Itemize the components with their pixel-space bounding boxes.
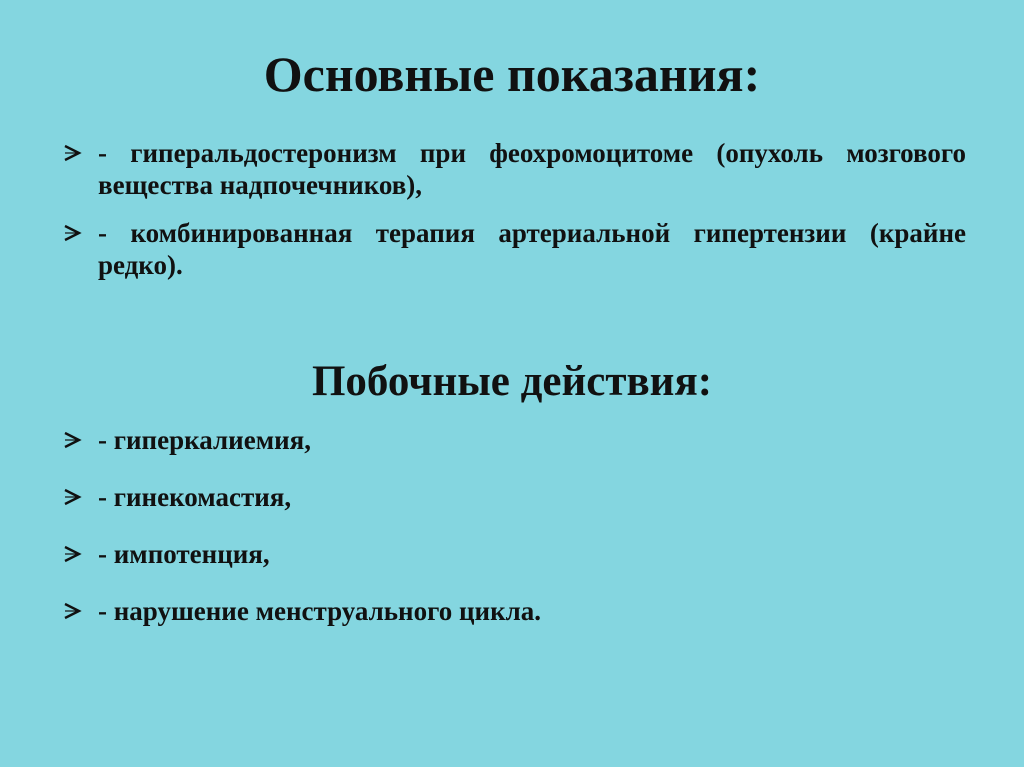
side-effects-list [62,424,966,652]
indication-text: - комбинированная терапия артериальной гипертензии (крайне редко). [98,218,966,280]
indications-title: Основные показания: [263,46,761,102]
list-item [62,137,966,201]
side-effect-text: - гиперкалиемия, [98,425,311,455]
list-item [62,424,966,456]
arrowhead-bullet-icon [62,144,82,162]
side-effect-text: - гинекомастия, [98,482,292,512]
side-effects-title: Побочные действия: [311,358,713,405]
indication-text: - гиперальдостеронизм при феохромоцитоме (опухоль мозгового вещества надпочечников), [98,138,966,200]
list-item [62,538,966,570]
list-item [62,595,966,627]
list-item [62,217,966,281]
arrowhead-bullet-icon [62,431,82,449]
arrowhead-bullet-icon [62,545,82,563]
arrowhead-bullet-icon [62,488,82,506]
side-effect-text: - импотенция, [98,539,270,569]
arrowhead-bullet-icon [62,602,82,620]
list-item [62,481,966,513]
side-effect-text: - нарушение менструального цикла. [98,596,542,626]
arrowhead-bullet-icon [62,224,82,242]
indications-list [62,137,966,297]
